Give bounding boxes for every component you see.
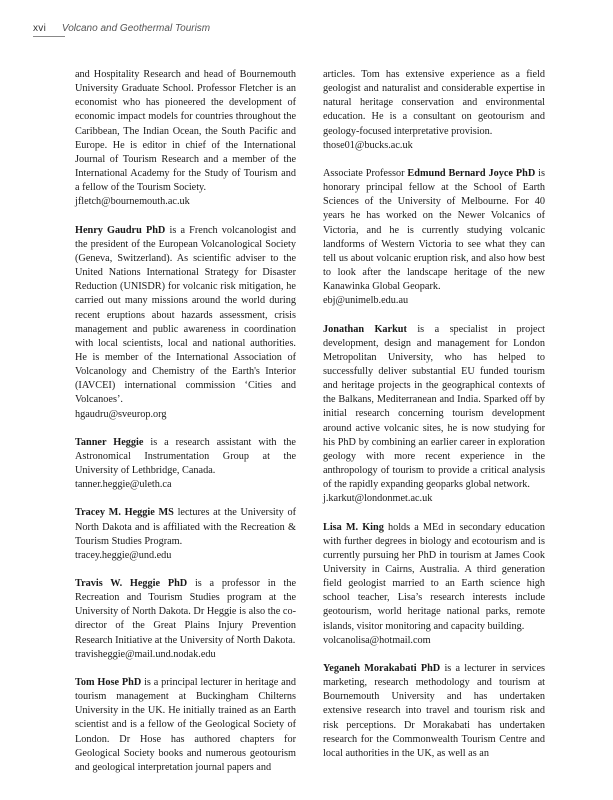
left-column <box>75 68 296 789</box>
bio-email: ebj@unimelb.edu.au <box>323 295 409 307</box>
bio-email: tracey.heggie@und.edu <box>75 549 172 561</box>
page-number: xvi <box>33 23 47 34</box>
bio-travis-heggie <box>75 577 296 662</box>
bio-joyce <box>323 167 545 309</box>
bio-email: those01@bucks.ac.uk <box>323 139 413 151</box>
bio-text: is honorary principal fellow at the School of Earth Sciences of the University of Melbourne. For 40 years he has worked on the Newer Volcanics of Victoria, and he is currently studying volcanic landforms of Western Victoria to see what they can tell us about volcanic eruption risk, and also how best to look after the landscape heritage of the new Kanawinka Global Geopark. <box>323 167 545 293</box>
bio-gaudru <box>75 224 296 422</box>
bio-tanner-heggie <box>75 436 296 493</box>
bio-name: Edmund Bernard Joyce PhD <box>407 167 536 179</box>
bio-fletcher-continued <box>75 68 296 210</box>
header-rule <box>33 36 65 37</box>
bio-text: and Hospitality Research and head of Bournemouth University Graduate School. Professor Fletcher is an economist who has pioneered the development of economic impact models for countries throughout the Caribbean, The Indian Ocean, the South Pacific and Europe. He is editor in chief of the International Journal of Tourism Research and a member of the International Academy for the Study of Tourism and a fellow of the Tourism Society. <box>75 69 296 194</box>
bio-karkut <box>323 323 545 507</box>
bio-hose <box>75 676 296 775</box>
bio-name: Tanner Heggie <box>75 436 144 448</box>
bio-tracey-heggie <box>75 506 296 563</box>
bio-text: is a French volcanologist and the president of the European Volcanological Society (Geneva, Switzerland). As scientific adviser to the United Nations International Strategy for Disaster Reduction (UNISDR) for volcanic risk mitigation, he carried out many missions around the world during recent eruptions about hazards assessment, crisis management and public awareness in coordination with local scientists, local and national authorities. He is member of the International Association of Volcanology and Chemistry of the Earth's Interior (IAVCEI) international commission ‘Cities and Volcanoes’. <box>75 224 296 406</box>
right-column <box>323 68 545 775</box>
bio-text: is a lecturer in services marketing, research methodology and tourism at Bournemouth University and has undertaken extensive research into travel and tourism risk and risk perceptions. Dr Morakabati has undertaken research for the Commonwealth Tourism Centre and local authorities in the UK, as well as an <box>323 662 545 759</box>
bio-email: j.karkut@londonmet.ac.uk <box>323 493 433 505</box>
bio-morakabati <box>323 662 545 761</box>
bio-name: Jonathan Karkut <box>323 323 407 335</box>
bio-text: is a principal lecturer in heritage and tourism management at Buckingham Chilterns University in the UK. He initially trained as an Earth scientist and is a fellow of the Geological Society of London. Dr Hose has authored chapters for Geological Society books and numerous geotourism and geological interpretation journal papers and <box>75 676 296 773</box>
bio-name: Lisa M. King <box>323 521 384 533</box>
bio-king <box>323 521 545 648</box>
bio-name: Henry Gaudru PhD <box>75 224 166 236</box>
bio-email: volcanolisa@hotmail.com <box>323 634 431 646</box>
bio-name: Yeganeh Morakabati PhD <box>323 662 441 674</box>
bio-email: jfletch@bournemouth.ac.uk <box>75 196 190 208</box>
running-title: Volcano and Geothermal Tourism <box>61 23 211 34</box>
bio-email: hgaudru@sveurop.org <box>75 408 167 420</box>
bio-email: tanner.heggie@uleth.ca <box>75 479 172 491</box>
bio-text: is a specialist in project development, design and management for London Metropolitan University, who has helped to successfully deliver substantial EU funded tourism and heritage projects in the geographical contexts of the Balkans, Mediterranean and India. Sparked off by initial research concerning tourism development around active volcanic sites, he is now studying for his PhD by combining an earlier career in exploration geology with more recent experience in the anthropology of tourism to provide a critical analysis of the rapidly expanding geoparks global network. <box>323 323 545 491</box>
running-header <box>33 22 210 36</box>
bio-text: is a professor in the Recreation and Tourism Studies program at the University of North Dakota. Dr Heggie is also the co-director of the Great Plains Injury Prevention Research Initiative at the University of North Dakota. <box>75 578 296 646</box>
bio-text: is a research assistant with the Astronomical Instrumentation Group at the University of Lethbridge, Canada. <box>75 436 296 477</box>
bio-text: articles. Tom has extensive experience as a field geologist and naturalist and considerable expertise in natural heritage conservation and environmental education. He is a consultant on geotourism and geology-focused interpretative provision. <box>323 69 545 137</box>
bio-prefix: Associate Professor <box>323 167 408 179</box>
bio-name: Tom Hose PhD <box>75 676 142 688</box>
bio-text: holds a MEd in secondary education with further degrees in biology and ecotourism and is currently pursuing her PhD in tourism at James Cook University in Cairns, Australia. A third generation field geologist married to an Earth science high school teacher, Lisa’s research interests include geotourism, world heritage national parks, remote islands, visitor monitoring and capacity building. <box>323 521 545 632</box>
bio-name: Travis W. Heggie PhD <box>75 578 188 589</box>
bio-name: Tracey M. Heggie MS <box>75 507 174 519</box>
bio-hose-continued <box>323 68 545 153</box>
bio-text: lectures at the University of North Dakota and is affiliated with the Recreation & Tourism Studies Program. <box>75 507 296 547</box>
bio-email: travisheggie@mail.und.nodak.edu <box>75 648 216 660</box>
